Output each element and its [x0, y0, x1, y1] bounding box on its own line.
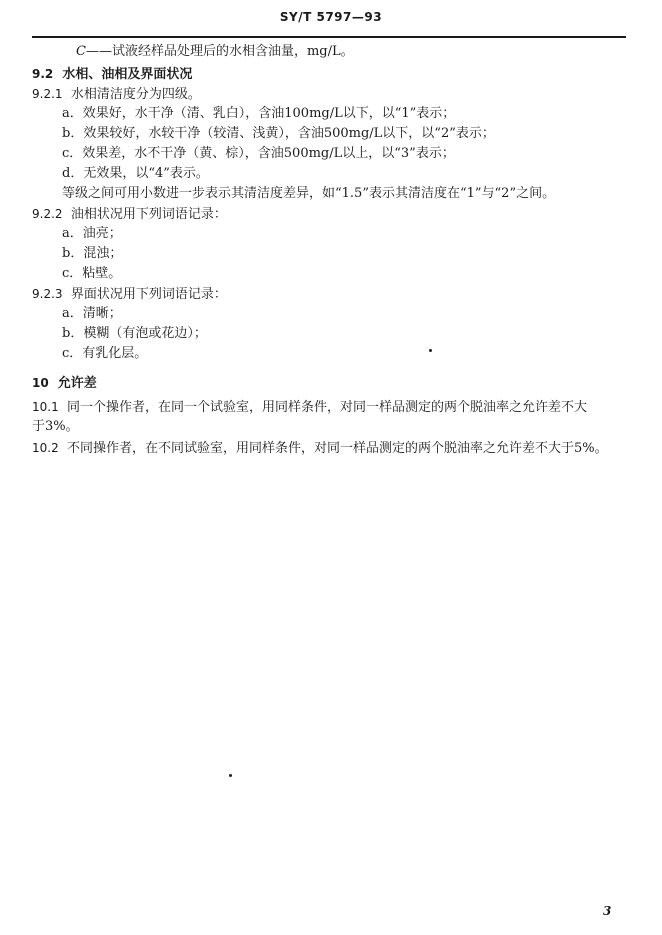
section-10-2-line — [32, 439, 608, 458]
section-title: 水相、油相及界面状况 — [62, 67, 193, 82]
list-item: b．混浊； — [62, 246, 123, 261]
section-number: 9.2.2 — [32, 207, 63, 221]
header-rule — [32, 36, 626, 38]
list-item: a．效果好，水干净（清、乳白），含油100mg/L以下，以“1”表示； — [62, 106, 456, 121]
list-item: d．无效果，以“4”表示。 — [62, 166, 209, 181]
section-9-2-heading — [32, 65, 192, 84]
section-number: 10.1 — [32, 400, 59, 414]
list-item: a．油亮； — [62, 226, 122, 241]
definition-symbol: C — [76, 44, 86, 59]
list-item: a．清晰； — [62, 306, 122, 321]
section-10-1-line-1 — [32, 398, 587, 417]
section-9-2-3-heading — [32, 285, 227, 304]
standard-code-header: SY/T 5797—93 — [279, 10, 383, 24]
section-10-heading — [32, 374, 97, 393]
section-text: 同一个操作者，在同一个试验室，用同样条件，对同一样品测定的两个脱油率之允许差不大 — [66, 400, 587, 415]
section-text: 界面状况用下列词语记录： — [70, 287, 227, 302]
definition-line — [76, 43, 354, 61]
section-title: 允许差 — [57, 376, 97, 391]
definition-text: ——试液经样品处理后的水相含油量，mg/L。 — [85, 44, 354, 59]
section-number: 10 — [32, 376, 49, 390]
page-number: 3 — [603, 904, 612, 918]
section-number: 9.2.1 — [32, 87, 63, 101]
list-item: b．效果较好，水较干净（较清、浅黄），含油500mg/L以下，以“2”表示； — [62, 126, 495, 141]
section-text: 油相状况用下列词语记录： — [70, 207, 227, 222]
section-number: 9.2.3 — [32, 287, 63, 301]
clarity-note: 等级之间可用小数进一步表示其清洁度差异，如“1.5”表示其清洁度在“1”与“2”之间。 — [62, 186, 556, 201]
section-9-2-2-heading — [32, 205, 227, 224]
scan-speck — [429, 349, 432, 352]
section-text: 不同操作者，在不同试验室，用同样条件，对同一样品测定的两个脱油率之允许差不大于5%。 — [66, 441, 608, 456]
list-item: c．有乳化层。 — [62, 346, 148, 361]
list-item: c．粘壁。 — [62, 266, 122, 281]
section-number: 9.2 — [32, 67, 54, 81]
list-item: b．模糊（有泡或花边）； — [62, 326, 207, 341]
section-10-1-line-2: 于3%。 — [32, 419, 79, 434]
section-9-2-1-heading — [32, 85, 201, 104]
section-text: 水相清洁度分为四级。 — [70, 87, 201, 102]
section-number: 10.2 — [32, 441, 59, 455]
list-item: c．效果差，水不干净（黄、棕），含油500mg/L以上，以“3”表示； — [62, 146, 455, 161]
scan-speck — [229, 774, 232, 777]
